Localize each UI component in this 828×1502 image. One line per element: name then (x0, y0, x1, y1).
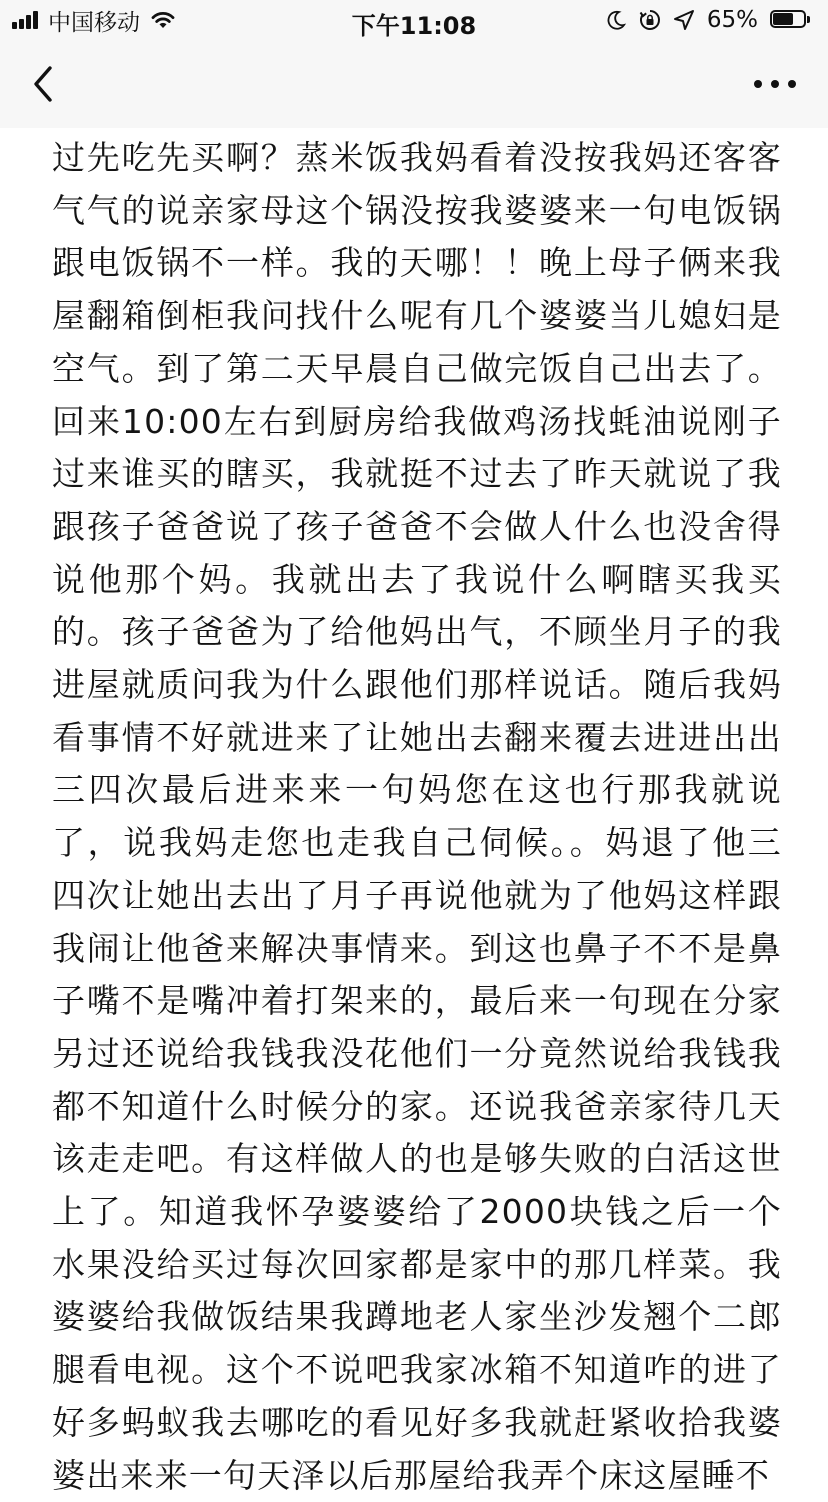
status-time: 下午11:08 (351, 12, 477, 40)
battery-percent: 65% (706, 7, 758, 33)
more-options-button[interactable] (750, 62, 800, 106)
location-arrow-icon (673, 9, 695, 31)
orientation-lock-icon (639, 9, 661, 31)
status-bar (0, 0, 828, 40)
back-button[interactable] (22, 58, 70, 110)
more-dots-icon (750, 62, 800, 106)
nav-bar (0, 40, 828, 128)
chevron-left-icon (22, 58, 70, 110)
battery-icon (770, 10, 814, 30)
carrier-name: 中国移动 (48, 9, 140, 36)
status-right (593, 6, 814, 34)
do-not-disturb-moon-icon (605, 9, 627, 31)
article-body-text: 过先吃先买啊？蒸米饭我妈看着没按我妈还客客气气的说亲家母这个锅没按我婆婆来一句电饭锅跟电饭锅不一样。我的天哪！！晚上母子俩来我屋翻箱倒柜我问找什么呢有几个婆婆当儿媳妇是空气。到了第二天早晨自己做完饭自己出去了。回来10:00左右到厨房给我做鸡汤找蚝油说刚子过来谁买的瞎买，我就挺不过去了昨天就说了我跟孩子爸爸说了孩子爸爸不会做人什么也没舍得说他那个妈。我就出去了我说什么啊瞎买我买的。孩子爸爸为了给他妈出气，不顾坐月子的我进屋就质问我为什么跟他们那样说话。随后我妈看事情不好就进来了让她出去翻来覆去进进出出三四次最后进来来一句妈您在这也行那我就说了，说我妈走您也走我自己伺候。。妈退了他三四次让她出去出了月子再说他就为了他妈这样跟我闹让他爸来解决事情来。到这也鼻子不不是鼻子嘴不是嘴冲着打架来的，最后来一句现在分家另过还说给我钱我没花他们一分竟然说给我钱我都不知道什么时候分的家。还说我爸亲家待几天该走走吧。有这样做人的也是够失败的白活这世上了。知道我怀孕婆婆给了2000块钱之后一个水果没给买过每次回家都是家中的那几样菜。我婆婆给我做饭结果我蹲地老人家坐沙发翘个二郎腿看电视。这个不说吧我家冰箱不知道咋的进了好多蚂蚁我去哪吃的看见好多我就赶紧收拾我婆婆出来来一句天泽以后那屋给我弄个床这屋睡不 (52, 138, 782, 1495)
